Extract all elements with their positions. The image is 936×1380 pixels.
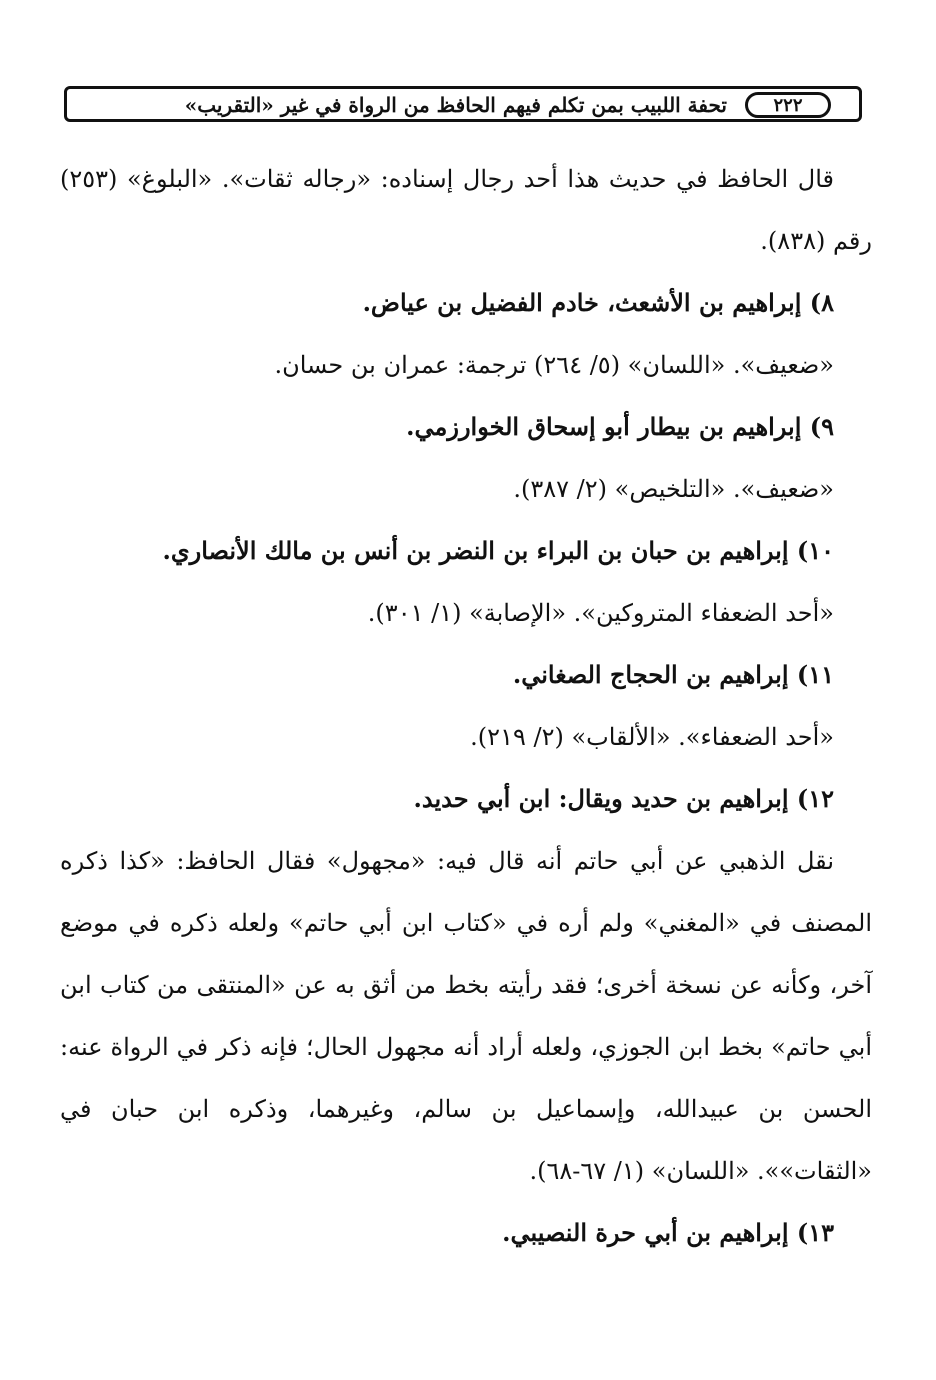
- entry-note-10: «أحد الضعفاء المتروكين». «الإصابة» (١/ ٣٠١).: [367, 599, 834, 627]
- entry-title-10: ١٠) إبراهيم بن حبان بن البراء بن النضر بن أنس بن مالك الأنصاري.: [162, 536, 834, 565]
- entry-title-12: ١٢) إبراهيم بن حديد ويقال: ابن أبي حديد.: [413, 784, 834, 813]
- paragraph-continuation: قال الحافظ في حديث هذا أحد رجال إسناده: «رجاله ثقات». «البلوغ» (٢٥٣) رقم (٨٣٨).: [60, 165, 872, 255]
- entry-title-11: ١١) إبراهيم بن الحجاج الصغاني.: [512, 660, 834, 689]
- entry-note-12: نقل الذهبي عن أبي حاتم أنه قال فيه: «مجهول» فقال الحافظ: «كذا ذكره المصنف في «المغني» ولم أره في «كتاب ابن أبي حاتم» ولعله ذكره في موضع آخر، وكأنه عن نسخة أخرى؛ فقد رأيته بخط من أثق به عن «المنتقى من كتاب ابن أبي حاتم» بخط ابن الجوزي، ولعله أراد أنه مجهول الحال؛ فإنه ذكر في الرواة عنه: الحسن بن عبيدالله، وإسماعيل بن سالم، وغيرهما، وذكره ابن حبان في «الثقات»». «اللسان» (١/ ٦٧-٦٨).: [60, 847, 873, 1185]
- entry-note-11: «أحد الضعفاء». «الألقاب» (٢/ ٢١٩).: [470, 723, 834, 751]
- entry-title-8: ٨) إبراهيم بن الأشعث، خادم الفضيل بن عياض.: [362, 288, 834, 317]
- running-header: [64, 86, 862, 122]
- entry-title-9: ٩) إبراهيم بن بيطار أبو إسحاق الخوارزمي.: [406, 412, 834, 441]
- book-title: تحفة اللبيب بمن تكلم فيهم الحافظ من الرواة في غير «التقريب»: [184, 93, 727, 117]
- entry-note-9: «ضعيف». «التلخيص» (٢/ ٣٨٧).: [513, 475, 834, 503]
- page-number: ٢٢٢: [745, 92, 831, 118]
- page-body: [60, 148, 872, 1264]
- entry-title-13: ١٣) إبراهيم بن أبي حرة النصيبي.: [502, 1218, 834, 1247]
- entry-note-8: «ضعيف». «اللسان» (٥/ ٢٦٤) ترجمة: عمران بن حسان.: [274, 351, 834, 379]
